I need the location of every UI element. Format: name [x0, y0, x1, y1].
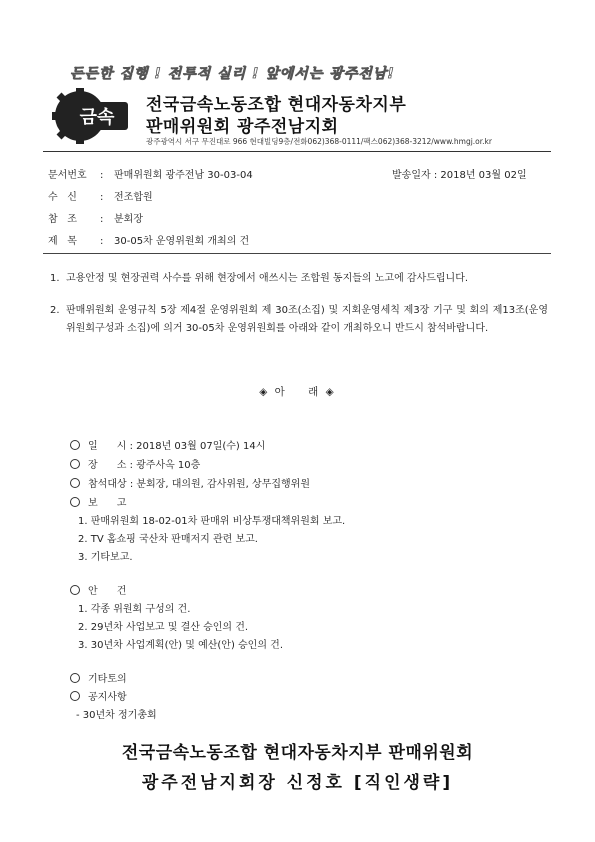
- paragraph-2-number: 2.: [50, 305, 60, 316]
- circle-bullet-icon: [70, 440, 80, 450]
- paragraph-2: [50, 302, 548, 338]
- circle-bullet-icon: [70, 478, 80, 488]
- reference-label: 참 조: [48, 214, 77, 225]
- org-name-line1: 전국금속노동조합 현대자동차지부: [146, 95, 407, 115]
- footer-signature: 광주전남지회장 신정호 [직인생략]: [141, 773, 454, 793]
- circle-bullet-icon: [70, 673, 80, 683]
- detail-agenda-heading: 안 건: [70, 582, 126, 597]
- agenda-item: 2. 29년차 사업보고 및 결산 승인의 건.: [78, 622, 249, 633]
- report-item: 2. TV 홈쇼핑 국산차 판매저지 관련 보고.: [78, 534, 258, 545]
- detail-other: 기타토의: [70, 670, 127, 685]
- recipient: 전조합원: [114, 192, 153, 203]
- header-divider: [43, 151, 551, 152]
- paragraph-1: [50, 270, 548, 288]
- notice-item: - 30년차 정기총회: [76, 710, 157, 721]
- reference-row: 참 조 : 분회장: [48, 210, 143, 225]
- details-heading: ◈ 아 래 ◈: [259, 386, 336, 398]
- agenda-item: 1. 각종 위원회 구성의 건.: [78, 604, 191, 615]
- circle-bullet-icon: [70, 691, 80, 701]
- recipient-row: 수 신 : 전조합원: [48, 188, 153, 203]
- footer-org: 전국금속노동조합 현대자동차지부 판매위원회: [121, 743, 474, 763]
- detail-place: 장 소 : 광주사옥 10층: [70, 456, 200, 471]
- circle-bullet-icon: [70, 497, 80, 507]
- logo-text: 금속: [79, 107, 115, 128]
- meta-divider: [43, 253, 551, 254]
- subject-row: 제 목 : 30-05차 운영위원회 개최의 건: [48, 232, 249, 247]
- org-name-line2: 판매위원회 광주전남지회: [146, 117, 339, 137]
- doc-number: 판매위원회 광주전남 30-03-04: [114, 170, 253, 181]
- doc-number-label: 문서번호: [48, 170, 87, 181]
- doc-number-row: 문서번호 : 판매위원회 광주전남 30-03-04: [48, 166, 253, 181]
- slogan: 든든한 집행 ! 전투적 실리 ! 앞에서는 광주전남!: [70, 66, 395, 82]
- subject: 30-05차 운영위원회 개최의 건: [114, 236, 250, 247]
- union-logo: [52, 88, 132, 144]
- circle-bullet-icon: [70, 459, 80, 469]
- detail-date: 일 시 : 2018년 03월 07일(수) 14시: [70, 437, 265, 452]
- org-address: 광주광역시 서구 무진대로 966 현대빌딩9층/전화062)368-0111/팩스062)368-3212/www.hmgj.or.kr: [146, 137, 492, 146]
- recipient-label: 수 신: [48, 192, 77, 203]
- detail-attendees: 참석대상 : 분회장, 대의원, 감사위원, 상무집행위원: [70, 475, 310, 490]
- send-date: 2018년 03월 02일: [440, 170, 527, 181]
- subject-label: 제 목: [48, 236, 77, 247]
- send-date-row: 발송일자 : 2018년 03월 02일: [392, 170, 527, 181]
- reference: 분회장: [114, 214, 143, 225]
- detail-report-heading: 보 고: [70, 494, 126, 509]
- send-date-label: 발송일자: [392, 170, 431, 181]
- paragraph-2-text: 판매위원회 운영규칙 5장 제4절 운영위원회 제 30조(소집) 및 지회운영세칙 제3장 기구 및 회의 제13조(운영위원회구성과 소집)에 의거 30-05차 운영위원회를 아래와 같이 개최하오니 반드시 참석바랍니다.: [66, 305, 548, 334]
- report-item: 1. 판매위원회 18-02-01차 판매위 비상투쟁대책위원회 보고.: [78, 516, 346, 527]
- detail-notice: 공지사항: [70, 688, 127, 703]
- report-item: 3. 기타보고.: [78, 552, 133, 563]
- paragraph-1-number: 1.: [50, 273, 60, 284]
- paragraph-1-text: 고용안정 및 현장권력 사수를 위해 현장에서 애쓰시는 조합원 동지들의 노고에 감사드립니다.: [66, 273, 469, 284]
- circle-bullet-icon: [70, 585, 80, 595]
- agenda-item: 3. 30년차 사업계획(안) 및 예산(안) 승인의 건.: [78, 640, 284, 651]
